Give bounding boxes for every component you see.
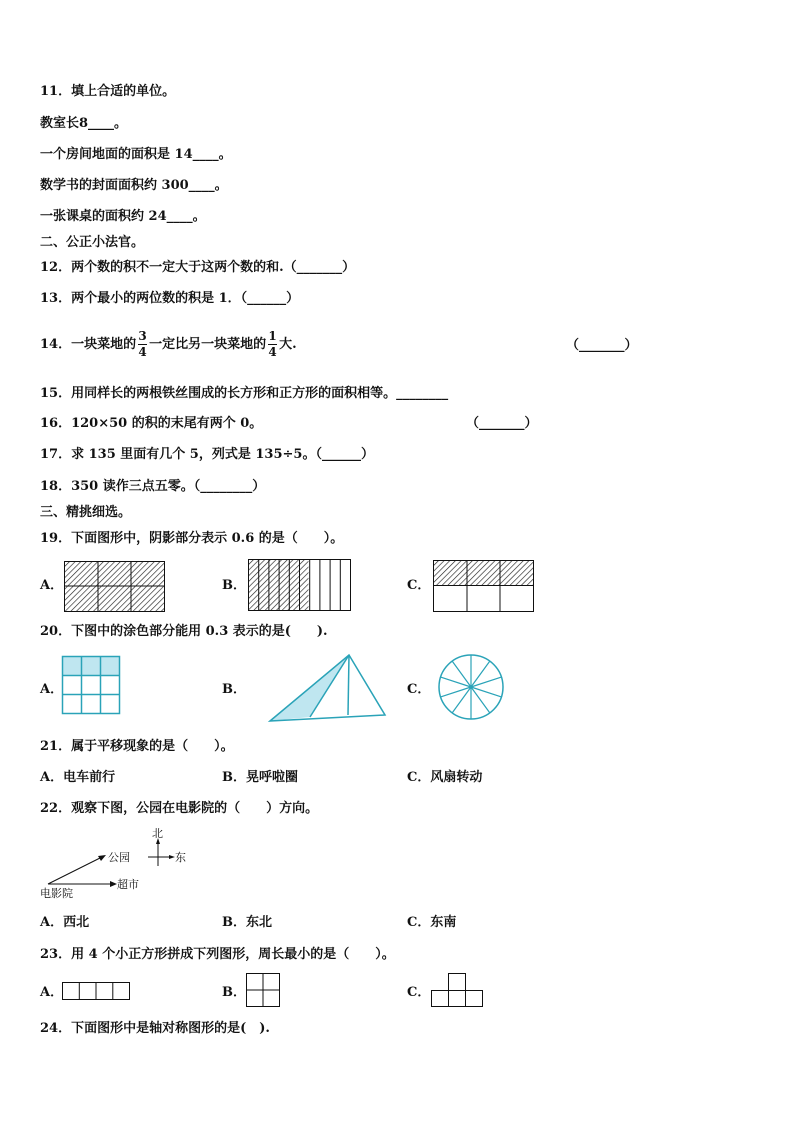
q21-text: 21．属于平移现象的是（ ）。 [40,739,234,754]
fraction-denominator: 4 [138,345,147,359]
q23-figure-c [431,973,485,1009]
q11-item-2: 一个房间地面的面积是 14____。 [40,147,232,162]
q13-text: 13．两个最小的两位数的积是 1．（______） [40,291,300,306]
q24-text: 24．下面图形中是轴对称图形的是( ). [40,1021,270,1036]
q23-figure-a [62,982,132,1002]
q16-blank: （_______） [466,416,538,431]
label-cinema: 电影院 [40,887,73,900]
q11-item-4: 一张课桌的面积约 24____。 [40,209,206,224]
fraction-numerator: 3 [138,329,147,343]
q19-option-b: B． [222,578,246,593]
q20-figure-c [437,653,507,723]
q18-text: 18．350 读作三点五零。（________） [40,479,266,494]
q22-text: 22．观察下图，公园在电影院的（ ）方向。 [40,801,319,816]
q14-part2: 一定比另一块菜地的 [149,337,267,352]
q19-option-a: A． [40,578,64,593]
q22-option-c: C．东南 [407,915,457,930]
q14-part1: 14．一块菜地的 [40,337,137,352]
label-east: 东 [175,851,186,864]
q12-text: 12．两个数的积不一定大于这两个数的和.（_______） [40,260,356,275]
q14-part3: 大. [279,337,297,352]
q17-text: 17．求 135 里面有几个 5，列式是 135÷5。（______） [40,447,374,462]
q20-option-c: C． [407,682,431,697]
q21-option-a: A．电车前行 [40,770,116,785]
q14-text [40,328,297,362]
fraction-denominator: 4 [268,345,277,359]
fraction-one-quarter [268,330,277,359]
q22-option-b: B．东北 [222,915,272,930]
q23-option-a: A． [40,985,64,1000]
label-north: 北 [152,827,163,840]
q20-option-b: B． [222,682,246,697]
q20-option-a: A． [40,682,64,697]
section-3-title: 三、精挑细选。 [40,505,132,520]
label-market: 超市 [117,878,139,891]
q19-figure-c [433,560,535,613]
fraction-numerator: 1 [268,329,277,343]
q15-text: 15．用同样长的两根铁丝围成的长方形和正方形的面积相等。________ [40,386,449,401]
q20-figure-a [62,656,122,716]
q23-option-b: B． [222,985,246,1000]
fraction-three-quarters [138,330,147,359]
q19-option-c: C． [407,578,431,593]
q23-text: 23．用 4 个小正方形拼成下列图形，周长最小的是（ ）。 [40,947,395,962]
q11-item-3: 数学书的封面面积约 300____。 [40,178,228,193]
q20-text: 20．下图中的涂色部分能用 0.3 表示的是( ). [40,624,328,639]
q16-text: 16．120×50 的积的末尾有两个 0。 [40,416,263,431]
q19-text: 19．下面图形中，阴影部分表示 0.6 的是（ ）。 [40,531,344,546]
q11-title: 11．填上合适的单位。 [40,84,176,99]
q20-figure-b [268,654,388,724]
q23-figure-b [246,973,282,1009]
q19-figure-a [64,561,166,613]
label-park: 公园 [108,851,130,864]
q19-figure-b [248,559,352,612]
q22-option-a: A．西北 [40,915,90,930]
section-2-title: 二、公正小法官。 [40,235,145,250]
q14-blank: （_______） [566,338,638,353]
q21-option-b: B．晃呼啦圈 [222,770,298,785]
q21-option-c: C．风扇转动 [407,770,483,785]
q23-option-c: C． [407,985,431,1000]
q11-item-1: 教室长8____。 [40,116,128,131]
